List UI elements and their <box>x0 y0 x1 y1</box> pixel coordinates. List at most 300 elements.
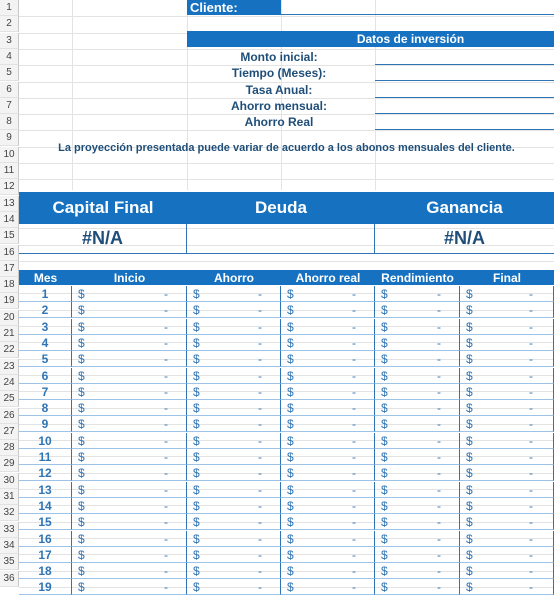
gridline <box>72 0 73 190</box>
amount-cell[interactable] <box>281 335 375 351</box>
amount-cell[interactable] <box>187 416 281 432</box>
empty-value: - <box>164 434 168 448</box>
row-number[interactable]: 17 <box>0 261 19 277</box>
empty-value: - <box>258 466 262 480</box>
field-input[interactable] <box>375 113 554 114</box>
field-label: Ahorro Real <box>244 115 314 129</box>
amount-cell[interactable] <box>460 400 554 416</box>
empty-value: - <box>352 352 356 366</box>
amount-cell[interactable] <box>72 319 187 335</box>
row-number[interactable]: 26 <box>0 408 19 424</box>
currency-symbol: $ <box>78 434 85 448</box>
empty-value: - <box>352 434 356 448</box>
row-number[interactable]: 2 <box>0 16 19 32</box>
empty-value: - <box>529 450 533 464</box>
currency-symbol: $ <box>287 515 294 529</box>
row-number[interactable]: 19 <box>0 293 19 309</box>
row-number[interactable]: 25 <box>0 391 19 407</box>
column-header: Ahorro real <box>295 270 361 285</box>
month-cell[interactable]: 10 <box>19 433 72 449</box>
row-number[interactable]: 24 <box>0 375 19 391</box>
amount-cell[interactable] <box>281 400 375 416</box>
currency-symbol: $ <box>193 336 200 350</box>
empty-value: - <box>352 303 356 317</box>
amount-cell[interactable] <box>375 400 460 416</box>
empty-value: - <box>529 532 533 546</box>
amount-cell[interactable] <box>460 579 554 595</box>
empty-value: - <box>164 564 168 578</box>
month-cell[interactable]: 6 <box>19 368 72 384</box>
empty-value: - <box>437 532 441 546</box>
empty-value: - <box>164 303 168 317</box>
month-cell[interactable]: 5 <box>19 351 72 367</box>
amount-cell[interactable] <box>460 319 554 335</box>
row-number[interactable]: 20 <box>0 310 19 326</box>
currency-symbol: $ <box>466 320 473 334</box>
month-cell[interactable]: 15 <box>19 514 72 530</box>
currency-symbol: $ <box>381 303 388 317</box>
amount-cell[interactable] <box>187 482 281 498</box>
amount-cell[interactable] <box>187 335 281 351</box>
empty-value: - <box>352 548 356 562</box>
currency-symbol: $ <box>466 532 473 546</box>
empty-value: - <box>258 303 262 317</box>
currency-symbol: $ <box>78 303 85 317</box>
currency-symbol: $ <box>193 352 200 366</box>
currency-symbol: $ <box>466 499 473 513</box>
currency-symbol: $ <box>381 320 388 334</box>
amount-cell[interactable] <box>72 547 187 563</box>
gridline <box>19 16 554 17</box>
amount-cell[interactable] <box>460 465 554 481</box>
currency-symbol: $ <box>466 369 473 383</box>
amount-cell[interactable] <box>375 416 460 432</box>
month-cell[interactable]: 19 <box>19 579 72 595</box>
row-number[interactable]: 11 <box>0 163 19 179</box>
amount-cell[interactable] <box>281 579 375 595</box>
currency-symbol: $ <box>466 548 473 562</box>
row-number[interactable]: 3 <box>0 33 19 49</box>
amount-cell[interactable] <box>187 433 281 449</box>
month-cell[interactable]: 4 <box>19 335 72 351</box>
currency-symbol: $ <box>78 532 85 546</box>
row-number[interactable]: 28 <box>0 440 19 456</box>
empty-value: - <box>258 450 262 464</box>
amount-cell[interactable] <box>375 579 460 595</box>
amount-cell[interactable] <box>281 449 375 465</box>
currency-symbol: $ <box>381 483 388 497</box>
column-header: Mes <box>33 270 58 285</box>
currency-symbol: $ <box>466 580 473 594</box>
currency-symbol: $ <box>193 580 200 594</box>
empty-value: - <box>258 548 262 562</box>
gridline <box>19 130 554 131</box>
currency-symbol: $ <box>287 532 294 546</box>
empty-value: - <box>164 532 168 546</box>
row-number[interactable]: 29 <box>0 456 19 472</box>
month-cell[interactable]: 17 <box>19 547 72 563</box>
currency-symbol: $ <box>466 450 473 464</box>
currency-symbol: $ <box>78 515 85 529</box>
amount-cell[interactable] <box>72 384 187 400</box>
month-cell[interactable]: 8 <box>19 400 72 416</box>
amount-cell[interactable] <box>460 563 554 579</box>
amount-cell[interactable] <box>375 482 460 498</box>
empty-value: - <box>529 515 533 529</box>
currency-symbol: $ <box>287 320 294 334</box>
amount-cell[interactable] <box>375 547 460 563</box>
capital-final-header: Capital Final <box>19 192 187 224</box>
month-cell[interactable]: 1 <box>19 286 72 302</box>
amount-cell[interactable] <box>72 286 187 302</box>
empty-value: - <box>437 580 441 594</box>
amount-cell[interactable] <box>460 335 554 351</box>
amount-cell[interactable] <box>460 368 554 384</box>
amount-cell[interactable] <box>460 286 554 302</box>
amount-cell[interactable] <box>72 563 187 579</box>
empty-value: - <box>164 369 168 383</box>
currency-symbol: $ <box>287 450 294 464</box>
currency-symbol: $ <box>287 352 294 366</box>
empty-value: - <box>352 483 356 497</box>
amount-cell[interactable] <box>187 547 281 563</box>
currency-symbol: $ <box>78 385 85 399</box>
row-number[interactable]: 6 <box>0 82 19 98</box>
amount-cell[interactable] <box>72 579 187 595</box>
month-cell[interactable]: 13 <box>19 482 72 498</box>
empty-value: - <box>164 287 168 301</box>
currency-symbol: $ <box>287 385 294 399</box>
currency-symbol: $ <box>78 466 85 480</box>
month-cell[interactable]: 7 <box>19 384 72 400</box>
row-number[interactable]: 33 <box>0 522 19 538</box>
ganancia-header: Ganancia <box>375 192 554 224</box>
currency-symbol: $ <box>193 450 200 464</box>
empty-value: - <box>164 417 168 431</box>
currency-symbol: $ <box>193 564 200 578</box>
amount-cell[interactable] <box>72 335 187 351</box>
row-number[interactable]: 21 <box>0 326 19 342</box>
empty-value: - <box>164 580 168 594</box>
field-input[interactable] <box>375 129 554 130</box>
column-header: Inicio <box>113 270 146 285</box>
row-number[interactable]: 34 <box>0 538 19 554</box>
empty-value: - <box>529 385 533 399</box>
empty-value: - <box>352 564 356 578</box>
amount-cell[interactable] <box>187 514 281 530</box>
empty-value: - <box>437 515 441 529</box>
row-number[interactable]: 35 <box>0 554 19 570</box>
amount-cell[interactable] <box>72 498 187 514</box>
month-cell[interactable]: 12 <box>19 465 72 481</box>
amount-cell[interactable] <box>375 465 460 481</box>
empty-value: - <box>352 336 356 350</box>
field-input[interactable] <box>375 80 554 81</box>
amount-cell[interactable] <box>375 286 460 302</box>
empty-value: - <box>164 352 168 366</box>
row-number[interactable]: 23 <box>0 359 19 375</box>
amount-cell[interactable] <box>281 302 375 318</box>
currency-symbol: $ <box>466 466 473 480</box>
empty-value: - <box>258 369 262 383</box>
empty-value: - <box>352 401 356 415</box>
empty-value: - <box>258 564 262 578</box>
amount-cell[interactable] <box>187 563 281 579</box>
row-number[interactable]: 31 <box>0 489 19 505</box>
month-cell[interactable]: 16 <box>19 531 72 547</box>
amount-cell[interactable] <box>460 302 554 318</box>
amount-cell[interactable] <box>187 286 281 302</box>
amount-cell[interactable] <box>72 465 187 481</box>
currency-symbol: $ <box>78 450 85 464</box>
empty-value: - <box>164 466 168 480</box>
amount-cell[interactable] <box>187 400 281 416</box>
amount-cell[interactable] <box>281 433 375 449</box>
empty-value: - <box>529 466 533 480</box>
month-cell[interactable]: 14 <box>19 498 72 514</box>
month-cell[interactable]: 3 <box>19 319 72 335</box>
amount-cell[interactable] <box>460 416 554 432</box>
amount-cell[interactable] <box>187 579 281 595</box>
currency-symbol: $ <box>381 401 388 415</box>
amount-cell[interactable] <box>460 531 554 547</box>
row-number[interactable]: 9 <box>0 130 19 146</box>
row-number[interactable]: 18 <box>0 277 19 293</box>
currency-symbol: $ <box>466 417 473 431</box>
field-input[interactable] <box>375 97 554 98</box>
projection-note: La proyección presentada puede variar de acuerdo a los abonos mensuales del cliente. <box>58 142 515 154</box>
empty-value: - <box>164 401 168 415</box>
amount-cell[interactable] <box>281 531 375 547</box>
amount-cell[interactable] <box>375 498 460 514</box>
amount-cell[interactable] <box>460 449 554 465</box>
amount-cell[interactable] <box>72 433 187 449</box>
amount-cell[interactable] <box>72 416 187 432</box>
amount-cell[interactable] <box>460 384 554 400</box>
currency-symbol: $ <box>287 564 294 578</box>
amount-cell[interactable] <box>187 384 281 400</box>
empty-value: - <box>258 434 262 448</box>
amount-cell[interactable] <box>375 433 460 449</box>
row-number[interactable]: 7 <box>0 98 19 114</box>
empty-value: - <box>164 320 168 334</box>
currency-symbol: $ <box>466 352 473 366</box>
currency-symbol: $ <box>466 564 473 578</box>
amount-cell[interactable] <box>72 449 187 465</box>
empty-value: - <box>258 580 262 594</box>
currency-symbol: $ <box>78 287 85 301</box>
amount-cell[interactable] <box>460 351 554 367</box>
row-number[interactable]: 32 <box>0 505 19 521</box>
currency-symbol: $ <box>381 287 388 301</box>
empty-value: - <box>529 352 533 366</box>
currency-symbol: $ <box>287 499 294 513</box>
amount-cell[interactable] <box>460 547 554 563</box>
currency-symbol: $ <box>466 434 473 448</box>
cliente-label: Cliente: <box>187 0 281 15</box>
currency-symbol: $ <box>466 483 473 497</box>
amount-cell[interactable] <box>281 368 375 384</box>
row-number[interactable]: 14 <box>0 212 19 228</box>
empty-value: - <box>529 499 533 513</box>
empty-value: - <box>258 417 262 431</box>
amount-cell[interactable] <box>281 498 375 514</box>
amount-cell[interactable] <box>72 531 187 547</box>
field-label: Ahorro mensual: <box>230 99 327 113</box>
currency-symbol: $ <box>287 434 294 448</box>
amount-cell[interactable] <box>281 563 375 579</box>
currency-symbol: $ <box>466 336 473 350</box>
amount-cell[interactable] <box>187 368 281 384</box>
currency-symbol: $ <box>78 483 85 497</box>
row-number[interactable]: 36 <box>0 571 19 587</box>
amount-cell[interactable] <box>281 514 375 530</box>
currency-symbol: $ <box>78 352 85 366</box>
amount-cell[interactable] <box>281 351 375 367</box>
empty-value: - <box>437 401 441 415</box>
empty-value: - <box>352 320 356 334</box>
currency-symbol: $ <box>287 336 294 350</box>
currency-symbol: $ <box>193 515 200 529</box>
cliente-field[interactable] <box>281 14 554 15</box>
empty-value: - <box>529 564 533 578</box>
currency-symbol: $ <box>381 515 388 529</box>
currency-symbol: $ <box>381 336 388 350</box>
row-number[interactable]: 1 <box>0 0 19 16</box>
amount-cell[interactable] <box>375 302 460 318</box>
month-cell[interactable]: 9 <box>19 416 72 432</box>
currency-symbol: $ <box>193 303 200 317</box>
amount-cell[interactable] <box>460 433 554 449</box>
empty-value: - <box>352 532 356 546</box>
empty-value: - <box>258 385 262 399</box>
field-label: Tiempo (Meses): <box>231 66 327 80</box>
empty-value: - <box>352 499 356 513</box>
gridline <box>19 261 554 262</box>
currency-symbol: $ <box>381 532 388 546</box>
empty-value: - <box>258 483 262 497</box>
amount-cell[interactable] <box>72 514 187 530</box>
amount-cell[interactable] <box>375 531 460 547</box>
currency-symbol: $ <box>381 564 388 578</box>
amount-cell[interactable] <box>375 514 460 530</box>
field-input[interactable] <box>375 64 554 65</box>
amount-cell[interactable] <box>187 531 281 547</box>
amount-cell[interactable] <box>281 286 375 302</box>
currency-symbol: $ <box>78 417 85 431</box>
amount-cell[interactable] <box>187 498 281 514</box>
amount-cell[interactable] <box>460 482 554 498</box>
row-number[interactable]: 12 <box>0 179 19 195</box>
month-cell[interactable]: 2 <box>19 302 72 318</box>
month-cell[interactable]: 11 <box>19 449 72 465</box>
deuda-value <box>187 224 375 254</box>
row-number[interactable]: 10 <box>0 147 19 163</box>
row-number[interactable]: 30 <box>0 473 19 489</box>
amount-cell[interactable] <box>72 482 187 498</box>
currency-symbol: $ <box>193 401 200 415</box>
row-number[interactable]: 22 <box>0 342 19 358</box>
currency-symbol: $ <box>78 320 85 334</box>
currency-symbol: $ <box>193 320 200 334</box>
empty-value: - <box>352 466 356 480</box>
amount-cell[interactable] <box>187 351 281 367</box>
gridline <box>375 0 376 190</box>
amount-cell[interactable] <box>281 482 375 498</box>
amount-cell[interactable] <box>187 302 281 318</box>
row-number[interactable]: 8 <box>0 114 19 130</box>
amount-cell[interactable] <box>460 514 554 530</box>
empty-value: - <box>258 532 262 546</box>
row-number[interactable]: 27 <box>0 424 19 440</box>
empty-value: - <box>437 434 441 448</box>
empty-value: - <box>258 336 262 350</box>
row-number[interactable]: 5 <box>0 65 19 81</box>
empty-value: - <box>164 483 168 497</box>
amount-cell[interactable] <box>375 449 460 465</box>
currency-symbol: $ <box>193 466 200 480</box>
currency-symbol: $ <box>381 499 388 513</box>
currency-symbol: $ <box>381 434 388 448</box>
amount-cell[interactable] <box>375 335 460 351</box>
currency-symbol: $ <box>381 385 388 399</box>
amount-cell[interactable] <box>375 351 460 367</box>
currency-symbol: $ <box>78 401 85 415</box>
amount-cell[interactable] <box>281 416 375 432</box>
column-header: Final <box>492 270 521 285</box>
amount-cell[interactable] <box>281 384 375 400</box>
field-label: Tasa Anual: <box>245 83 313 97</box>
field-label: Monto inicial: <box>240 50 318 64</box>
empty-value: - <box>437 336 441 350</box>
amount-cell[interactable] <box>72 400 187 416</box>
currency-symbol: $ <box>193 369 200 383</box>
currency-symbol: $ <box>78 564 85 578</box>
amount-cell[interactable] <box>375 319 460 335</box>
amount-cell[interactable] <box>72 368 187 384</box>
currency-symbol: $ <box>287 401 294 415</box>
amount-cell[interactable] <box>187 319 281 335</box>
amount-cell[interactable] <box>375 563 460 579</box>
currency-symbol: $ <box>381 450 388 464</box>
amount-cell[interactable] <box>72 351 187 367</box>
currency-symbol: $ <box>466 287 473 301</box>
currency-symbol: $ <box>193 385 200 399</box>
empty-value: - <box>437 548 441 562</box>
amount-cell[interactable] <box>187 449 281 465</box>
currency-symbol: $ <box>466 515 473 529</box>
amount-cell[interactable] <box>375 384 460 400</box>
row-number[interactable]: 4 <box>0 49 19 65</box>
amount-cell[interactable] <box>281 547 375 563</box>
month-cell[interactable]: 18 <box>19 563 72 579</box>
row-number[interactable]: 16 <box>0 245 19 261</box>
amount-cell[interactable] <box>187 465 281 481</box>
amount-cell[interactable] <box>72 302 187 318</box>
empty-value: - <box>437 320 441 334</box>
currency-symbol: $ <box>287 303 294 317</box>
amount-cell[interactable] <box>460 498 554 514</box>
empty-value: - <box>529 434 533 448</box>
row-number[interactable]: 13 <box>0 196 19 212</box>
currency-symbol: $ <box>287 466 294 480</box>
currency-symbol: $ <box>287 369 294 383</box>
empty-value: - <box>164 548 168 562</box>
amount-cell[interactable] <box>281 319 375 335</box>
amount-cell[interactable] <box>281 465 375 481</box>
row-number[interactable]: 15 <box>0 228 19 244</box>
amount-cell[interactable] <box>375 368 460 384</box>
